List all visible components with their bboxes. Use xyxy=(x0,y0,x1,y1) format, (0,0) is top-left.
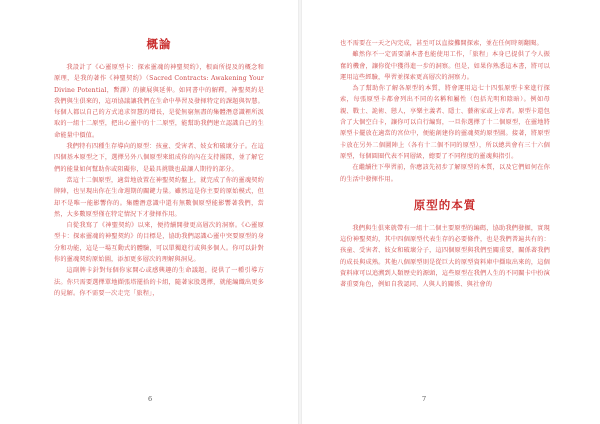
paragraph: 這副牌卡針對每個你家開心或感興趣的生命議題，提供了一種引導方法。你只需要選擇單地擷張塔罷拾的卡組，隨著家股選擇，就能編織出更多的見解。你不需要一次走完「旅程」， xyxy=(54,267,264,297)
paragraph: 我們特有四種生存導向的原型：孩童、受害者、妓女和破壞分子。在這四個基本原型之下，選擇另外八個原型來組成你的內在支持團隊，並了解它們的能量如何幫助你或阻礙你，是最具挑戰也最讓人期待的部分。 xyxy=(54,143,264,173)
page-number: 6 xyxy=(148,395,153,403)
paragraph: 我設計了《心靈原型卡：探索靈魂的神聖契約》，根面所提及的概念和原理，是我的著作《神聖契約》（Sacred Contracts: Awakening Your Divine Potential，暫譯）的擴展與延伸。如同書中的解釋，神聖契約是我們與生俱來的，這項協議讓我們在生命中學習及發揮特定的課題與智慧。每個人都以自己的方式追求智慧的增長，是從無窮無盡的集體潛意識裡所汲取的一組十二原型，把出心靈中的十二原型，能幫助我們建立認識自己的生命能量中價值。 xyxy=(54,64,264,139)
section-title: 原型的本質 xyxy=(413,197,477,212)
paragraph: 在繼續往下學習前，你應該先初步了解原型的本質，以及它們如何在你的生活中發揮作用。 xyxy=(340,164,550,183)
page-number: 7 xyxy=(422,395,427,403)
paragraph: 也不需要在一天之內完成，甚至可以直接攤開探索，並在任何時刻翻閱。 xyxy=(340,40,543,47)
paragraph: 我們與生俱來就帶有一組十二個主要原型的編碼，協助我們發掘，實現這份神聖契約，其中四個原型代表生存的必要條件，也是我們普遍共有的：孩童、受害者、妓女和破壞分子，這四個原型與我們至關重要，關係著我們的成長與成熟。其他八個原型則是從巨大的原型資料庫中擷取出來的，這個資料庫可以追溯到人類歷史的源頭，這些原型在我們人生的不同關卡中扮演著重要角色，例如自我認同、人與人的關係、與社會的 xyxy=(340,224,550,289)
right-page xyxy=(302,0,600,424)
paragraph: 當這十二個原型，適當地放置在神聖契約盤上，就完成了你的靈魂契約牌陣，也呈現出你在生命週期的關鍵力量。雖然這是你主要的原始模式，但却不是唯一能影響你的。集體潛意識中還有無數個原型能影響著我們，當然，大多數原型僅在特定情況下才發揮作用。 xyxy=(54,176,264,218)
paragraph: 為了幫助你了解各原型的本質，將會運用這七十四張原型卡來進行探索，每張原型卡都會列出不同的名稱和屬性（包括光明和陰暗）。例如母親、戰士、詭術、戀人，享樂主義者、隱士、藝術家或上帝者。原型卡還包含了大個空白卡，讓你可以自行編寫，一旦你選擇了十二個原型，在靈地將原型卡擺放在適當的宮位中，便能創建你的靈魂契約原型圖。接著，將原型卡放在另外二個圖陣上（各有十二個不同的原型），所以總共會有三十六個原型，每個圓圈代表不同層級，總要了不同程度的靈魂與指引。 xyxy=(340,85,550,160)
paragraph: 雖然你不一定需要讀本書也能使用工作，「旅程」本身已提供了令人振奮的機會，讓你從中獲得進一步的洞察。但是，如果你熟悉這本書，將可以運用這些經驗，學習並探索更高層次的洞察力。 xyxy=(340,51,550,81)
paragraph: 自從我寫了《神聖契約》以來，便持續開發更高層次的洞察。《心靈原型卡：探索靈魂的神聖契約》的目標是，協助我們認識心靈中突要原型的身分和功能，這是一場互動式的體驗，可以單獨進行或與多個人。你可以針對你的靈魂契約原始圖，添加更多層次的理解與洞見。 xyxy=(54,222,264,264)
page-title: 概論 xyxy=(146,37,172,51)
left-page xyxy=(0,0,298,424)
